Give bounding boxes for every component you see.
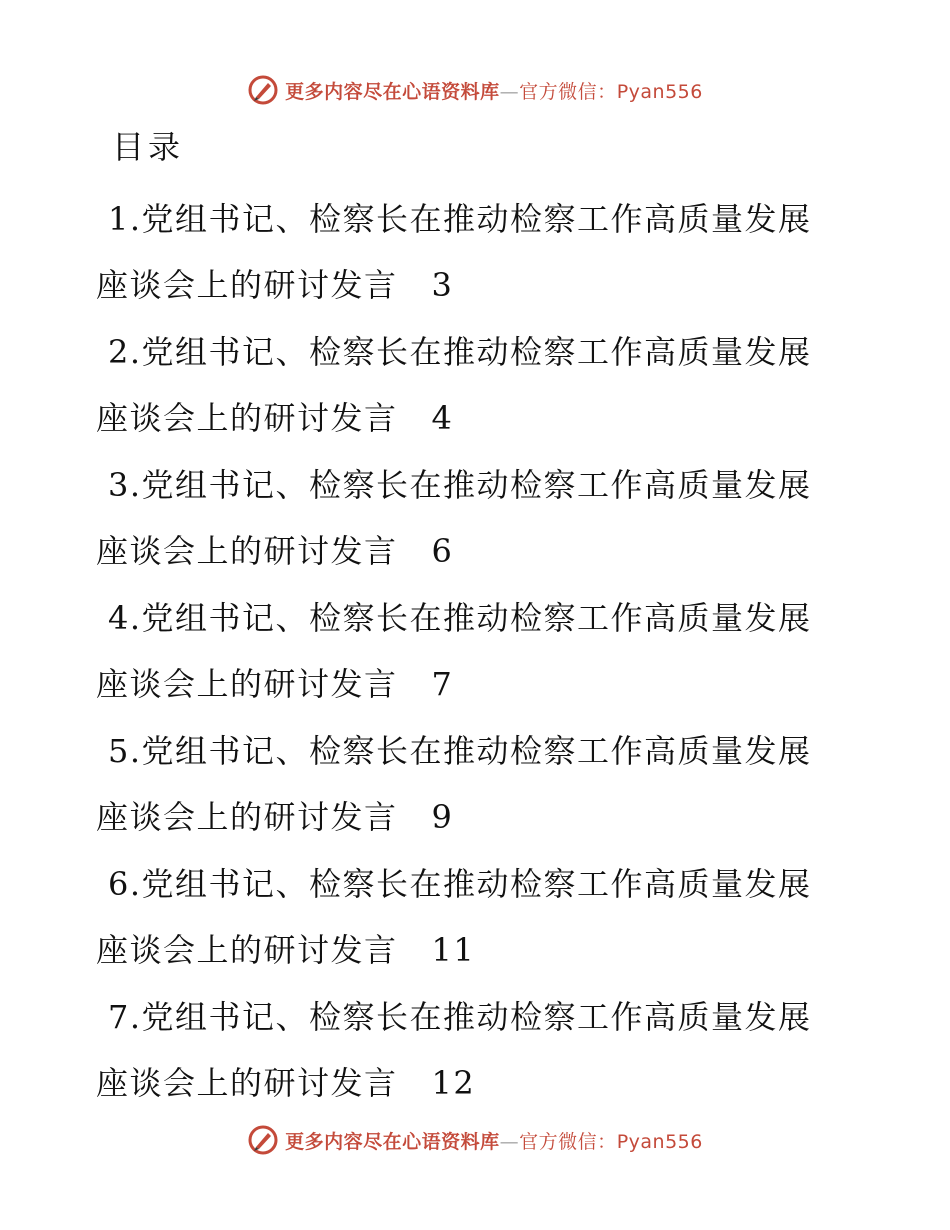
banner-separator: — (499, 1130, 520, 1153)
banner-wechat-label: 官方微信： (519, 1130, 617, 1153)
toc-item-title-line1: 党组书记、检察长在推动检察工作高质量发展 (141, 333, 812, 371)
toc-title: 目录 (112, 128, 185, 166)
toc-item-number: 5. (108, 732, 142, 770)
pen-circle-logo-icon (247, 74, 279, 106)
toc-item-title-line2: 座谈会上的研讨发言 (96, 798, 398, 836)
toc-item-page: 12 (431, 1064, 476, 1102)
toc-item-number: 6. (108, 865, 142, 903)
toc-item-title-line1: 党组书记、检察长在推动检察工作高质量发展 (141, 599, 812, 637)
toc-item-page: 3 (431, 266, 454, 304)
banner-text (285, 77, 703, 104)
banner-separator: — (499, 80, 520, 103)
toc-item-title-line1: 党组书记、检察长在推动检察工作高质量发展 (141, 200, 812, 238)
toc-item-title-line1: 党组书记、检察长在推动检察工作高质量发展 (141, 466, 812, 504)
toc-item-6[interactable] (96, 855, 856, 979)
toc-item-page: 9 (431, 798, 454, 836)
banner-wechat-id: Pyan556 (616, 80, 703, 103)
header-banner (0, 70, 950, 110)
pen-circle-logo-icon (247, 1124, 279, 1156)
banner-brand: 更多内容尽在心语资料库 (285, 80, 500, 103)
banner-brand: 更多内容尽在心语资料库 (285, 1130, 500, 1153)
toc-item-page: 7 (431, 665, 454, 703)
toc-item-page: 6 (431, 532, 454, 570)
toc-item-title-line2: 座谈会上的研讨发言 (96, 532, 398, 570)
toc-item-title-line2: 座谈会上的研讨发言 (96, 931, 398, 969)
toc-item-title-line2: 座谈会上的研讨发言 (96, 399, 398, 437)
toc-item-1[interactable] (96, 190, 856, 314)
toc-item-title-line2: 座谈会上的研讨发言 (96, 266, 398, 304)
toc-item-number: 7. (108, 998, 142, 1036)
toc-item-number: 2. (108, 333, 142, 371)
toc-item-page: 11 (431, 931, 476, 969)
footer-banner (0, 1120, 950, 1160)
toc-item-title-line1: 党组书记、检察长在推动检察工作高质量发展 (141, 732, 812, 770)
banner-wechat-label: 官方微信： (519, 80, 617, 103)
toc-item-2[interactable] (96, 323, 856, 447)
toc-item-7[interactable] (96, 988, 856, 1112)
toc-item-4[interactable] (96, 589, 856, 713)
toc-item-title-line2: 座谈会上的研讨发言 (96, 665, 398, 703)
toc-item-title-line1: 党组书记、检察长在推动检察工作高质量发展 (141, 998, 812, 1036)
toc-item-5[interactable] (96, 722, 856, 846)
toc-item-page: 4 (431, 399, 454, 437)
toc-item-number: 3. (108, 466, 142, 504)
banner-text (285, 1127, 703, 1154)
toc-item-number: 4. (108, 599, 142, 637)
toc-item-number: 1. (108, 200, 142, 238)
banner-wechat-id: Pyan556 (616, 1130, 703, 1153)
toc-item-title-line1: 党组书记、检察长在推动检察工作高质量发展 (141, 865, 812, 903)
toc-item-title-line2: 座谈会上的研讨发言 (96, 1064, 398, 1102)
toc-item-3[interactable] (96, 456, 856, 580)
